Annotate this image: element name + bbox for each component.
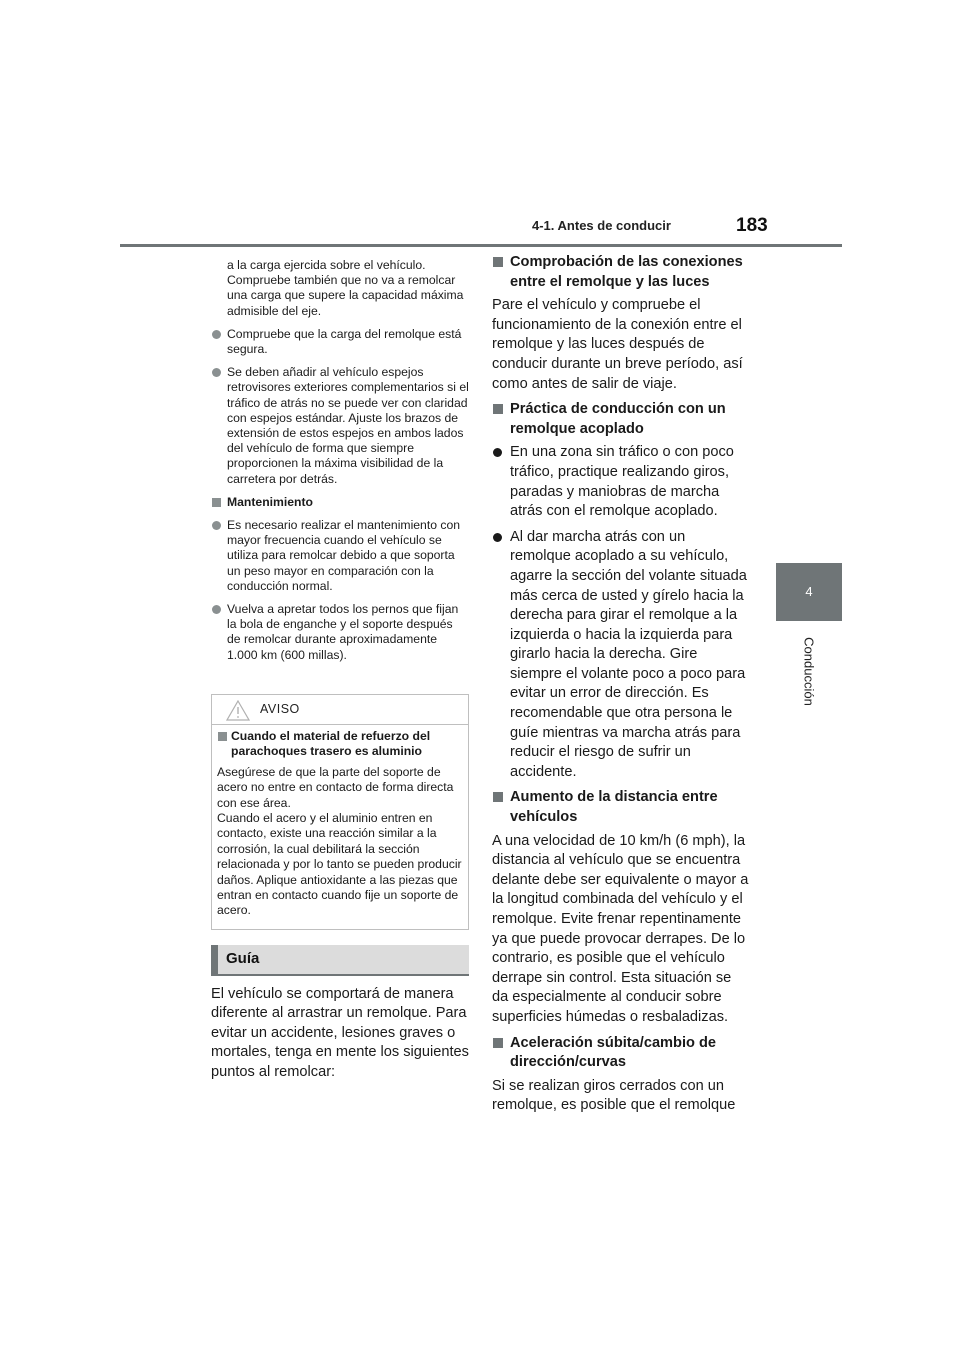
bullet-icon	[493, 533, 502, 542]
section-heading	[492, 788, 750, 827]
list-item	[211, 518, 469, 594]
section-heading	[492, 253, 750, 292]
paragraph: A una velocidad de 10 km/h (6 mph), la distancia al vehículo que se encuentra delante debe ser equivalente o mayor a la longitud combinada del vehículo y el remolque. Evite frenar repentinamente ya que puede provocar derrapes. De lo contrario, es posible que el vehículo derrape sin control. Esta situación se da especialmente al conducir sobre superficies húmedas o resbaladizas.	[492, 832, 749, 1025]
warning-body	[217, 729, 465, 919]
warning-text: Cuando el acero y el aluminio entren en contacto, existe una reacción similar a la corrosión, la cual debilitará la sección relacionada y por lo tanto se pueden producir daños. Aplique antioxidante a las piezas que entran en contacto cuando fije un soporte de acero.	[217, 811, 462, 918]
square-bullet-icon	[493, 1038, 503, 1048]
list-item	[211, 602, 469, 663]
bullet-icon	[212, 330, 221, 339]
right-column	[492, 253, 750, 1122]
warning-subheading	[217, 729, 465, 760]
section-heading	[492, 1034, 750, 1073]
left-column	[211, 258, 469, 671]
warning-header	[212, 695, 468, 725]
guide-title: Guía	[226, 950, 260, 967]
header-rule	[120, 244, 842, 247]
list-item-text: Es necesario realizar el mantenimiento con mayor frecuencia cuando el vehículo se utiliza para remolcar debido a que soporta un peso mayor en comparación con la conducción normal.	[227, 518, 461, 593]
heading-text: Aumento de la distancia entre vehículos	[510, 789, 718, 826]
bullet-icon	[212, 605, 221, 614]
list-item-text: En una zona sin tráfico o con poco tráfico, practique realizando giros, paradas y maniobras de marcha atrás con el remolque acoplado.	[510, 444, 734, 520]
heading-text: Práctica de conducción con un remolque acoplado	[510, 401, 726, 437]
square-bullet-icon	[493, 257, 503, 267]
warning-box	[211, 694, 469, 930]
guide-banner	[211, 945, 469, 976]
paragraph: El vehículo se comportará de manera diferente al arrastrar un remolque. Para evitar un accidente, lesiones graves o mortales, tenga en mente los siguientes puntos al remolcar:	[211, 986, 469, 1080]
list-item-text: Se deben añadir al vehículo espejos retrovisores exteriores complementarios si el tráfico de atrás no se puede ver con claridad con espejos estándar. Ajuste los brazos de extensión de estos espejos en ambos lados del vehículo de forma que siempre proporcionen la máxima visibilidad de la carretera por detrás.	[227, 365, 469, 486]
section-heading	[492, 400, 750, 439]
bullet-icon	[493, 448, 502, 457]
square-bullet-icon	[212, 498, 221, 507]
banner-accent	[211, 945, 218, 974]
bullet-icon	[212, 521, 221, 530]
subheading-text: Cuando el material de refuerzo del parachoques trasero es aluminio	[231, 729, 431, 759]
list-item-text: Compruebe que la carga del remolque está segura.	[227, 326, 462, 357]
continuation-paragraph: a la carga ejercida sobre el vehículo. Compruebe también que no va a remolcar una carga que supere la capacidad máxima admisible del eje.	[227, 258, 464, 318]
heading-text: Comprobación de las conexiones entre el remolque y las luces	[510, 254, 743, 290]
warning-triangle-icon	[226, 700, 250, 721]
chapter-tab-label: Conducción	[801, 637, 817, 706]
bullet-icon	[212, 368, 221, 377]
paragraph: Si se realizan giros cerrados con un remolque, es posible que el remolque	[492, 1077, 736, 1114]
square-bullet-icon	[493, 792, 503, 802]
heading-text: Mantenimiento	[227, 494, 313, 509]
square-bullet-icon	[493, 404, 503, 414]
paragraph: Pare el vehículo y compruebe el funcionamiento de la conexión entre el remolque y las luces después de conducir durante un breve período, así como antes de salir de viaje.	[492, 297, 743, 392]
page-number: 183	[736, 215, 768, 236]
warning-title: AVISO	[260, 702, 300, 716]
guide-intro	[211, 985, 469, 1082]
list-item-text: Al dar marcha atrás con un remolque acoplado a su vehículo, agarre la sección del volante situada más cerca de usted y gírelo hacia la derecha para girar el remolque a la izquierda o hacia la izquierda para girarlo hacia la derecha. Gire siempre el volante poco a poco para evitar un error de dirección. Es recomendable que otra persona le guíe mientras va marcha atrás para reducir el riesgo de sufrir un accidente.	[510, 528, 747, 780]
maintenance-heading	[211, 495, 469, 510]
square-bullet-icon	[218, 732, 227, 741]
heading-text: Aceleración súbita/cambio de dirección/curvas	[510, 1034, 717, 1071]
warning-text: Asegúrese de que la parte del soporte de acero no entre en contacto de forma directa con ese área.	[217, 764, 454, 810]
list-item	[492, 443, 750, 521]
list-item	[211, 327, 469, 357]
list-item	[211, 365, 469, 487]
list-item-text: Vuelva a apretar todos los pernos que fijan la bola de enganche y el soporte después de remolcar durante aproximadamente 1.000 km (600 millas).	[227, 602, 459, 662]
list-item	[492, 528, 750, 783]
section-title: 4-1. Antes de conducir	[532, 218, 671, 233]
chapter-tab-number: 4	[776, 563, 842, 621]
